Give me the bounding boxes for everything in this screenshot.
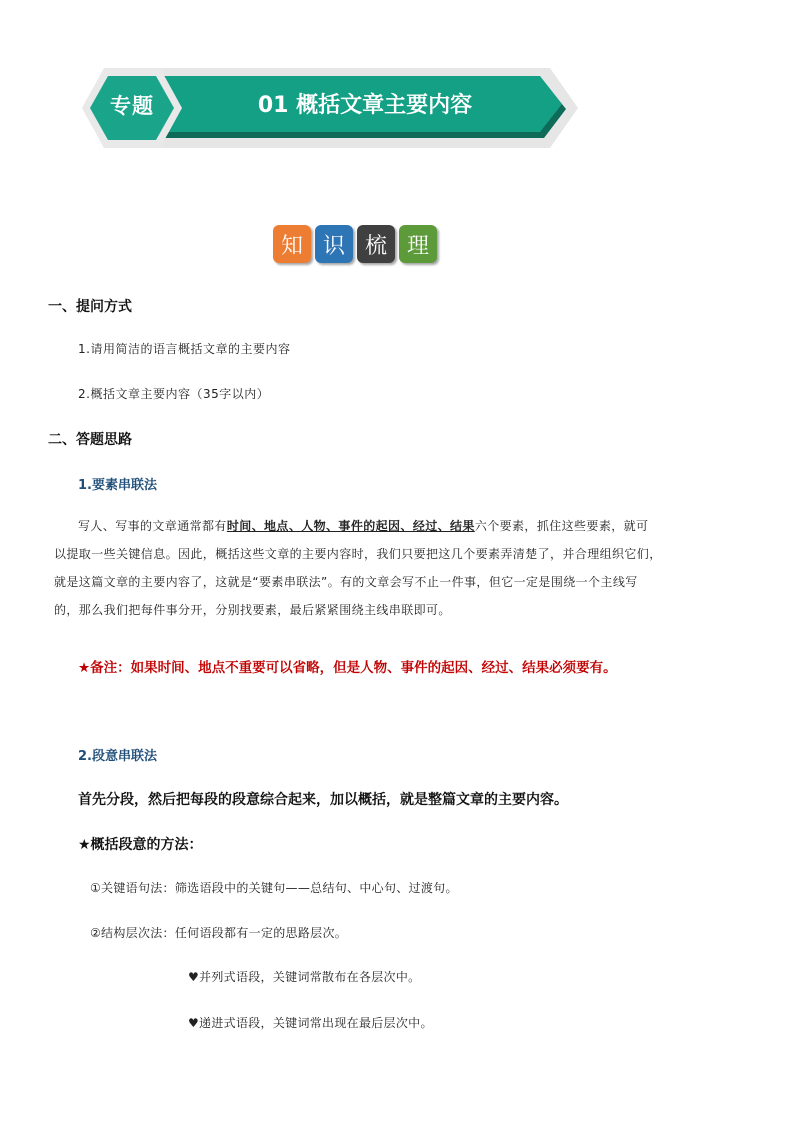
tile-zhi: 知 — [273, 225, 311, 263]
banner-title: 01 概括文章主要内容 — [257, 93, 473, 118]
method1-note: ★备注：如果时间、地点不重要可以省略，但是人物、事件的起因、经过、结果必须要有。 — [78, 660, 617, 676]
topic-banner — [82, 62, 582, 154]
question-item-2: 2.概括文章主要内容（35字以内） — [78, 387, 270, 401]
tile-shu: 梳 — [357, 225, 395, 263]
para-line1-rest: 六个要素，抓住这些要素，就可 — [474, 519, 649, 533]
method2-item-2: ②结构层次法：任何语段都有一定的思路层次。 — [90, 926, 348, 940]
method1-title: 1.要素串联法 — [78, 478, 157, 493]
method2-lead: 首先分段，然后把每段的段意综合起来，加以概括，就是整篇文章的主要内容。 — [78, 792, 568, 808]
knowledge-tiles — [273, 225, 437, 265]
method2-item-1: ①关键语句法：筛选语段中的关键句——总结句、中心句、过渡句。 — [90, 881, 458, 895]
method2-subitem-1: ♥并列式语段，关键词常散布在各层次中。 — [188, 970, 421, 984]
method2-title: 2.段意串联法 — [78, 749, 157, 764]
key-elements: 时间、地点、人物、事件的起因、经过、结果 — [226, 519, 475, 533]
tile-shi: 识 — [315, 225, 353, 263]
para-prefix: 写人、写事的文章通常都有 — [78, 519, 227, 533]
question-item-1: 1.请用简洁的语言概括文章的主要内容 — [78, 342, 291, 356]
section2-heading: 二、答题思路 — [48, 432, 132, 448]
paragraph-line-4: 的，那么我们把每件事分开，分别找要素，最后紧紧围绕主线串联即可。 — [54, 603, 451, 617]
section1-heading: 一、提问方式 — [48, 299, 132, 315]
paragraph-line-3: 就是这篇文章的主要内容了，这就是“要素串联法”。有的文章会写不止一件事，但它一定是围绕一个主线写 — [54, 575, 638, 589]
banner-tag: 专题 — [110, 94, 154, 118]
paragraph-line-1 — [54, 512, 698, 540]
tile-li: 理 — [399, 225, 437, 263]
paragraph-line-2: 以提取一些关键信息。因此，概括这些文章的主要内容时，我们只要把这几个要素弄清楚了，并合理组织它们， — [54, 547, 662, 561]
method2-subheading: ★概括段意的方法： — [78, 837, 203, 853]
method1-paragraph — [54, 512, 698, 624]
method2-subitem-2: ♥递进式语段，关键词常出现在最后层次中。 — [188, 1016, 433, 1030]
